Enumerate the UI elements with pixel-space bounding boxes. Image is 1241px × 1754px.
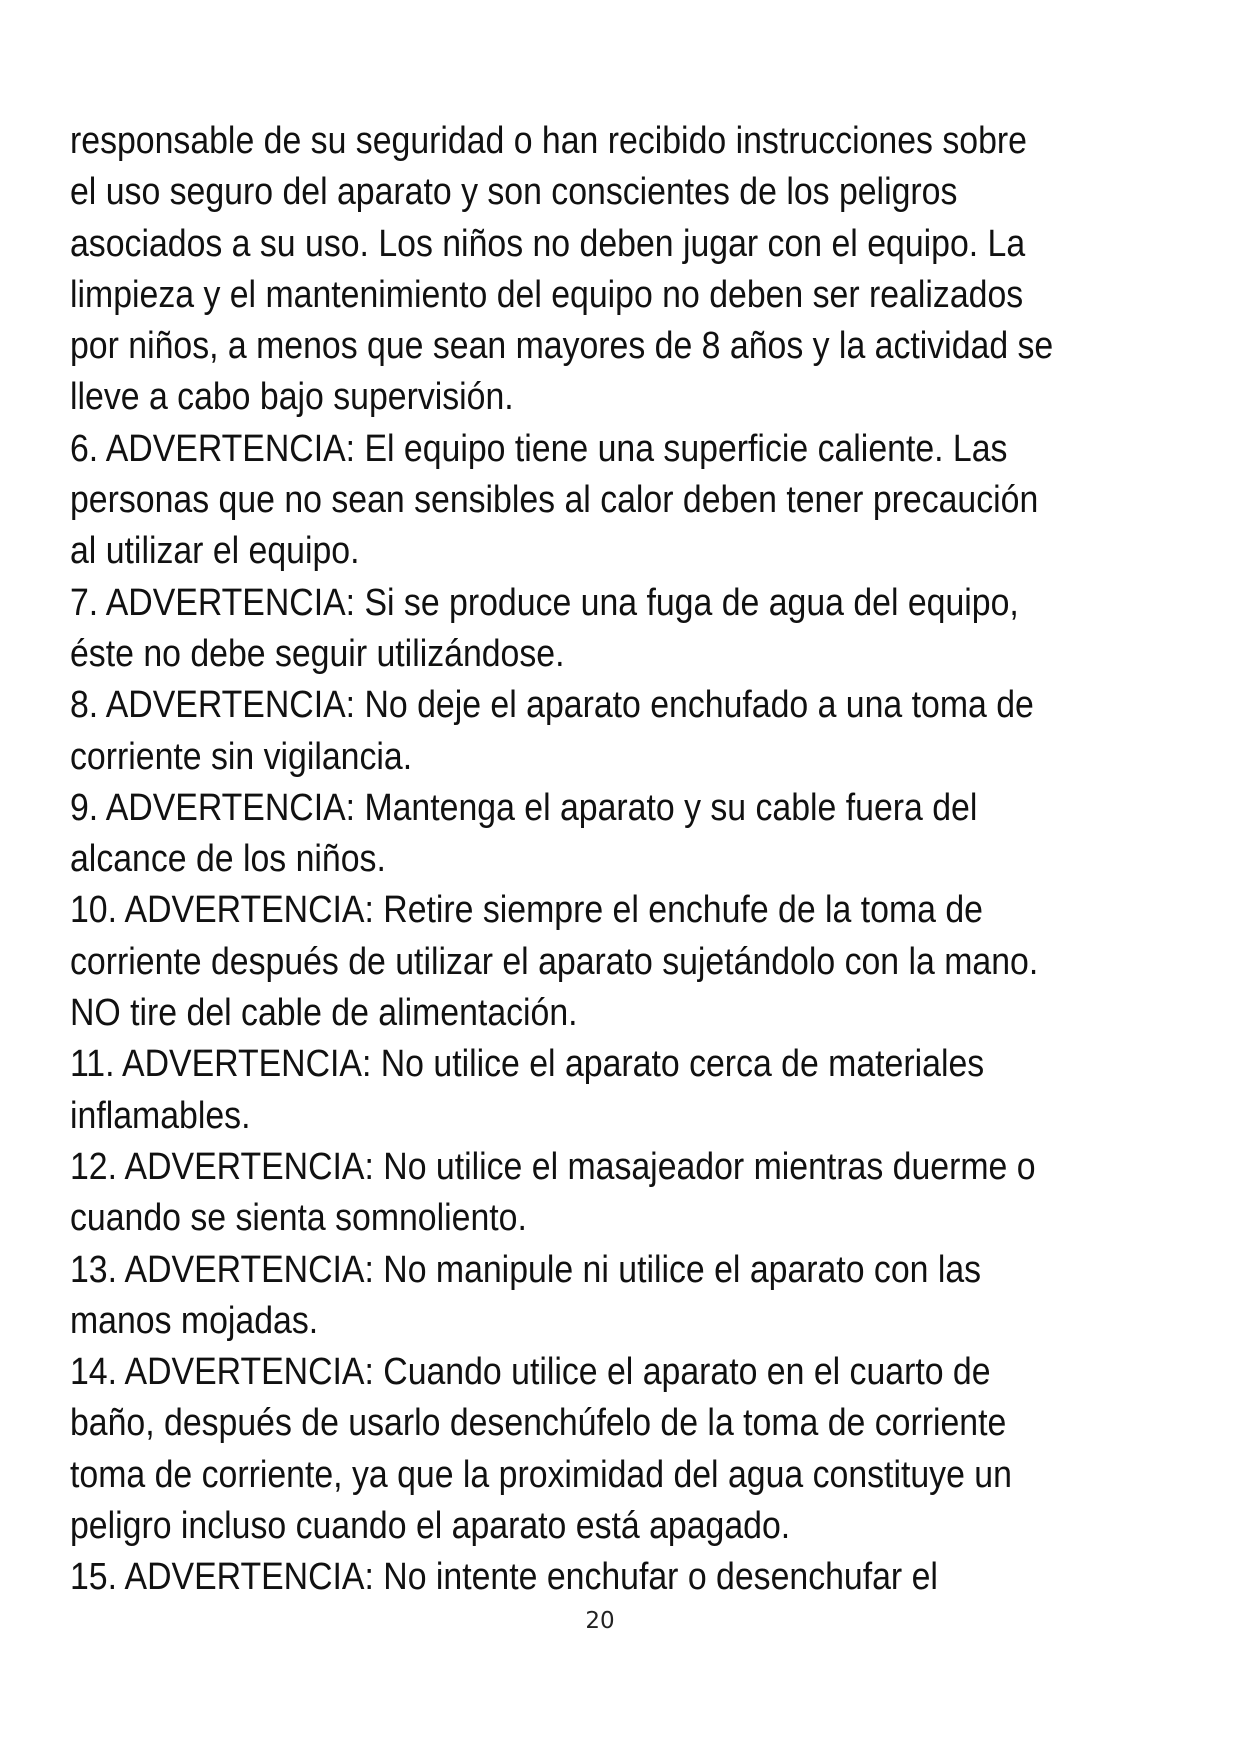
warning-item-11: 11. ADVERTENCIA: No utilice el aparato cerca de materiales [70, 1043, 985, 1086]
warning-item-9: 9. ADVERTENCIA: Mantenga el aparato y su cable fuera del [70, 786, 978, 829]
text-line: responsable de su seguridad o han recibido instrucciones sobre [70, 120, 1027, 162]
text-line: el uso seguro del aparato y son conscientes de los peligros [70, 171, 958, 214]
text-line: peligro incluso cuando el aparato está apagado. [70, 1505, 791, 1548]
text-line: baño, después de usarlo desenchúfelo de la toma de corriente [70, 1402, 1007, 1445]
warning-item-10: 10. ADVERTENCIA: Retire siempre el enchufe de la toma de [70, 889, 983, 932]
text-line: personas que no sean sensibles al calor deben tener precaución [70, 479, 1039, 522]
text-line: corriente después de utilizar el aparato sujetándolo con la mano. [70, 940, 1039, 983]
text-line: asociados a su uso. Los niños no deben jugar con el equipo. La [70, 222, 1026, 265]
document-body [70, 116, 1150, 1604]
text-line: inflamables. [70, 1094, 251, 1137]
text-line: manos mojadas. [70, 1299, 319, 1342]
text-line: lleve a cabo bajo supervisión. [70, 376, 514, 419]
warning-item-8: 8. ADVERTENCIA: No deje el aparato enchufado a una toma de [70, 684, 1034, 727]
text-line: al utilizar el equipo. [70, 530, 360, 573]
text-line: limpieza y el mantenimiento del equipo no deben ser realizados [70, 273, 1024, 316]
text-line: toma de corriente, ya que la proximidad del agua constituye un [70, 1453, 1012, 1496]
warning-item-6: 6. ADVERTENCIA: El equipo tiene una superficie caliente. Las [70, 427, 1008, 470]
warning-item-14: 14. ADVERTENCIA: Cuando utilice el aparato en el cuarto de [70, 1351, 991, 1394]
text-line: cuando se sienta somnoliento. [70, 1197, 527, 1240]
text-line: alcance de los niños. [70, 838, 386, 881]
page-number: 20 [585, 1608, 615, 1634]
text-line: NO tire del cable de alimentación. [70, 992, 578, 1035]
text-line: éste no debe seguir utilizándose. [70, 632, 565, 675]
text-line: corriente sin vigilancia. [70, 735, 413, 778]
warning-item-12: 12. ADVERTENCIA: No utilice el masajeador mientras duerme o [70, 1145, 1036, 1188]
warning-item-7: 7. ADVERTENCIA: Si se produce una fuga de agua del equipo, [70, 581, 1019, 624]
warning-item-15: 15. ADVERTENCIA: No intente enchufar o desenchufar el [70, 1556, 938, 1599]
warning-item-13: 13. ADVERTENCIA: No manipule ni utilice el aparato con las [70, 1248, 982, 1291]
text-line: por niños, a menos que sean mayores de 8 años y la actividad se [70, 325, 1054, 368]
